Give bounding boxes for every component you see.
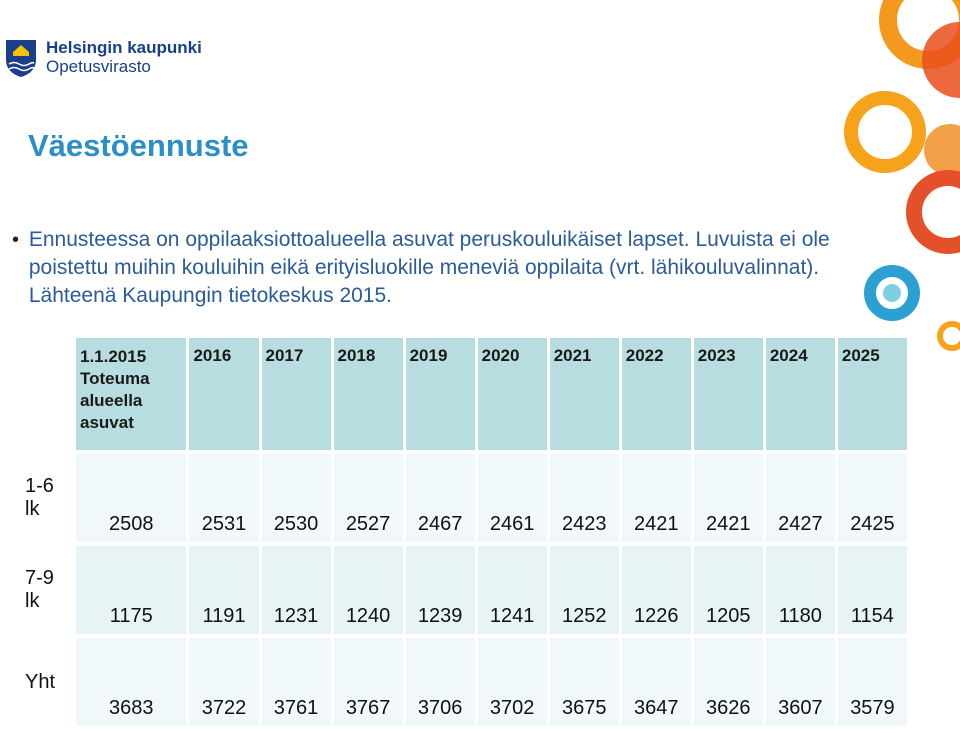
table-cell: 2461 — [478, 454, 547, 542]
column-header-year: 2025 — [838, 338, 907, 450]
table-cell: 3702 — [478, 638, 547, 726]
table-cell: 2421 — [694, 454, 763, 542]
row-label — [3, 546, 73, 634]
table-cell: 1191 — [189, 546, 258, 634]
table-cell: 1180 — [766, 546, 835, 634]
column-header-year: 2023 — [694, 338, 763, 450]
column-header-year: 2022 — [622, 338, 691, 450]
column-header-line: Toteuma — [80, 369, 150, 388]
brand-name: Helsingin kaupunki — [46, 38, 202, 58]
column-header-line: 1.1.2015 — [80, 347, 147, 366]
population-table — [0, 334, 910, 730]
column-header-year: 2021 — [550, 338, 619, 450]
column-header-year: 2017 — [262, 338, 331, 450]
row-label-line: 1-6 — [25, 475, 54, 497]
table-row — [3, 454, 907, 542]
bullet-text: Ennusteessa on oppilaaksiottoalueella asuvat peruskouluikäiset lapset. Luvuista ei ole poistettu muihin kouluihin eikä erityisluokille meneviä oppilaita (vrt. lähikouluvalinnat). Lähteenä Kaupungin tietokeskus 2015. — [28, 228, 830, 307]
table-cell: 2527 — [334, 454, 403, 542]
table-cell: 1175 — [76, 546, 186, 634]
table-cell: 2427 — [766, 454, 835, 542]
column-header-year: 2020 — [478, 338, 547, 450]
table-cell: 1239 — [406, 546, 475, 634]
bullet-marker: • — [12, 229, 20, 251]
table-cell: 2423 — [550, 454, 619, 542]
table-cell: 2530 — [262, 454, 331, 542]
row-label-line: lk — [25, 498, 40, 520]
table-cell: 2508 — [76, 454, 186, 542]
column-header-year: 2018 — [334, 338, 403, 450]
table-header-row — [3, 338, 907, 450]
column-header-line: asuvat — [80, 413, 134, 432]
brand-department: Opetusvirasto — [46, 57, 151, 76]
table-cell: 1205 — [694, 546, 763, 634]
table-cell: 3761 — [262, 638, 331, 726]
bullet-item — [12, 226, 902, 310]
column-header-line: alueella — [80, 391, 143, 410]
table-cell: 3722 — [189, 638, 258, 726]
table-cell: 1241 — [478, 546, 547, 634]
city-logo — [4, 38, 202, 78]
table-row — [3, 638, 907, 726]
table-row — [3, 546, 907, 634]
table-cell: 3767 — [334, 638, 403, 726]
table-cell: 1226 — [622, 546, 691, 634]
row-label-line: lk — [25, 590, 40, 612]
table-cell: 2425 — [838, 454, 907, 542]
column-header-year: 2016 — [189, 338, 258, 450]
table-cell: 2467 — [406, 454, 475, 542]
row-label — [3, 638, 73, 726]
page-title: Väestöennuste — [28, 128, 249, 163]
table-cell: 1240 — [334, 546, 403, 634]
table-cell: 3607 — [766, 638, 835, 726]
table-cell: 1252 — [550, 546, 619, 634]
table-cell: 1231 — [262, 546, 331, 634]
table-corner-cell — [3, 338, 73, 450]
table-cell: 3647 — [622, 638, 691, 726]
row-label — [3, 454, 73, 542]
column-header-baseline — [76, 338, 186, 450]
helsinki-crest-icon — [4, 38, 38, 78]
table-cell: 2531 — [189, 454, 258, 542]
table-cell: 2421 — [622, 454, 691, 542]
table-cell: 1154 — [838, 546, 907, 634]
table-cell: 3675 — [550, 638, 619, 726]
table-cell: 3579 — [838, 638, 907, 726]
column-header-year: 2019 — [406, 338, 475, 450]
table-cell: 3626 — [694, 638, 763, 726]
row-label-line: Yht — [25, 670, 56, 693]
table-cell: 3706 — [406, 638, 475, 726]
column-header-year: 2024 — [766, 338, 835, 450]
row-label-line: 7-9 — [25, 567, 54, 589]
table-cell: 3683 — [76, 638, 186, 726]
